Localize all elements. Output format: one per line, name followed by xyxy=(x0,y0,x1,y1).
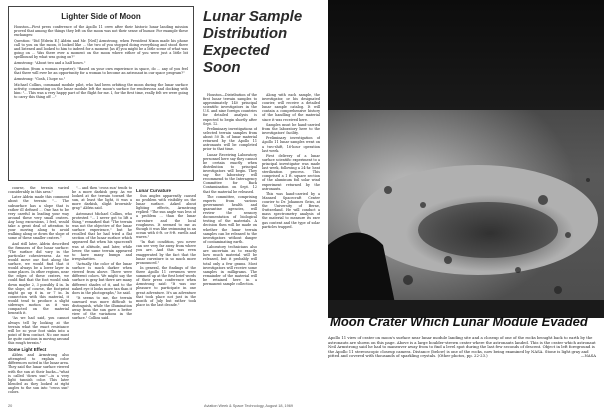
sidebar-paragraph: Michael Collins, command module pilot, who had been orbiting the moon during the lunar surface activity, commenting on the lunar module left the moon's surface for rendezvous and docking with him: "... This was a very happy part of the flight for me. I, for the first time, really felt we were going to carry this thing off ..." xyxy=(14,83,188,100)
sidebar-box xyxy=(8,6,194,181)
sidebar-paragraph: Question: "Did [Edwin E.] Aldrin and Mr. [Neil] Armstrong, when President Nixon made his phone call to you on the moon, it looked like ... the two of you stopped doing everything and stood there and listened and looked to him to indeed for a moment [as if] you might be a little scene of what was going on ... Was there ever a moment on the moon where either of you were just a little bit spellbound by what was going on?" xyxy=(14,39,188,60)
body-paragraph: Laboratory technicians also are uncertain as to exactly how much material will be released, but it probably will total only a few grams. Most investigators will receive some samples in milligrams. The remainder of the material will be retained here in a permanent sample collection. xyxy=(203,245,257,286)
article-column-3 xyxy=(136,186,196,398)
body-paragraph: "In that condition, you never can see very far away from where you are. And this was even exaggerated by the fact that the lunar curvature is so much more pronounced." xyxy=(136,240,196,265)
body-paragraph: And still later, Aldrin described the firmness of the lunar surface: "The surface did vary in the particular cohesiveness. As we would move our foot along the surface, we would find that it would always be a lower layer in some places. In other regions, near the edges of these craters, we could find that the foot would sink down maybe 2, 3 possibly 4 in. In the slope, of course, the footprint might go up 6 in. or 7 in. In connection with this material, it would tend to produce a slight sideways motion as it was compacted on the material beneath it. xyxy=(8,241,69,316)
lead-paragraph: Houston—Distribution of the first lunar terrain samples to approximately 140 principal scientific investigators in the U.S. and nine foreign countries for detailed analysis is expected to begin shortly after Sept. 12. xyxy=(203,93,257,126)
moon-crater-photo xyxy=(328,0,604,318)
body-paragraph: "As we had said, you cannot always tell by looking at the terrain what the exact resistance will be so your foot sinks into a point of firm contact. No one must be quite cautious in moving around this rough terrain." xyxy=(8,316,69,346)
center-column-2 xyxy=(262,8,320,396)
body-paragraph: Samples must be hand-carried from the laboratory here to the investigators' facility. xyxy=(262,122,320,136)
body-paragraph: Sun angles apparently caused no problem with visibility on the lunar surface. Asked about lighting effects, Armstrong replied: "The sun angle was less of a problem ... than the lunar curvature and the local roughness. It seemed to me as though it was like swimming in an ocean with 6-ft. or 8-ft. swells and waves." xyxy=(136,194,196,239)
page-number: 20 xyxy=(8,404,13,408)
body-paragraph: "It seems to me, the terrain sunward was more difficult to distinguish, while the illumination away from the sun gave a better view of the variations in the surface." Collins said. xyxy=(72,296,132,321)
body-paragraph: Later Aldrin made this comment about the terrain: "... The subsurface has a slope that is rather ill defined ... One has to be very careful in leading your way around these very small craters. Any long excursions, I feel, would take a great deal of attention to your moving along to avoid walking along or down the slope of some of these smaller craters." xyxy=(8,195,69,241)
body-paragraph: In general, the findings of the three Apollo 11 crewmen were summed up at the first brief words of their press conference when Armstrong said: "It was our pleasure to participate in one great adventure. It's an adventure that took place not just in the month of July but rather took place in the last decade." xyxy=(136,265,196,307)
article-headline: Lunar Sample Distribution Expected Soon xyxy=(203,8,303,76)
article-column-2 xyxy=(72,186,132,398)
caption-text: Apollo 11 view of crater on moon's surface near lunar module landing site and a closeup of one of the rocks brought back to earth by the astronauts are shown on this page. Above is a large boulder-strewn crater where the astronauts landed. This is the crater which astronaut Neil Armstrong said he had to maneuver away from to find a level spot during the last few seconds of descent. Object in left foreground is the Apollo 11 stereoscopic closeup camera. Distance (below) is one of the rocks, now being examined by NASA. Stone is light gray and pitted and covered with thousands of sparkling crystals. (Other photos, pp. 22-23.) xyxy=(328,335,596,359)
sidebar-paragraph: Armstrong: "Gosh, I hope so." xyxy=(14,77,66,82)
photo-credit: —NASA xyxy=(580,353,596,359)
headline-spacer xyxy=(262,8,320,93)
sidebar-paragraph: Houston—First press conference of the Apollo 11 crew after their historic lunar landing mission proved that among the things they left on the moon was not their sense of humor. For example these exchanges: xyxy=(14,25,188,38)
body-paragraph: First delivery of a lunar surface scientific experiment to a principal investigator was made last week, following a 24-hr. heat sterilization process. This comprised a 1 ft. square section of the aluminum foil solar wind experiment returned by the astronauts. xyxy=(262,153,320,191)
body-paragraph: course, the terrain varied considerably in this area." xyxy=(8,186,69,195)
section-heading: Some Light Effect xyxy=(8,347,47,353)
center-column-1 xyxy=(203,93,257,396)
section-heading: Lunar Curvature xyxy=(136,188,172,193)
sidebar-paragraph: Question (from a woman reporter): "Based on your own experience in space, do ... any of you feel that there will ever be an opportunity for a woman to become an astronaut in our space program?" xyxy=(14,67,188,76)
body-paragraph: "Actually the color of the lunar surface is much darker when viewed from above. There were different colors. We might say the surface is gray but there are many different shades of it, and to the naked eye it looks more tan than it does in the photographs," he said. xyxy=(72,262,132,295)
sidebar-paragraph: Armstrong: "About two and a half hours." xyxy=(14,61,86,66)
photo-caption xyxy=(328,336,596,359)
body-paragraph: Astronaut Michael Collins, who protested "... I never got to lift a thing," remarked that "The terrain was not the objective of the lunar surface experience," but he recalled that he had tried a flat section of the lunar surface which appeared flat when his spacecraft was at altitude, and later, while lower, the same terrain appeared to have many bumps and irregularities. xyxy=(72,211,132,261)
crater-image xyxy=(328,0,604,318)
body-paragraph: Preliminary investigations of selected terrain samples from about 50 lb. of lunar material returned by the Apollo 11 astronauts will be completed prior to that time. xyxy=(203,126,257,152)
body-paragraph: Aldrin and Armstrong also attempted to explain color differences noted in the lunar area. They said the lunar surface viewed with the sun at their backs—"what is called 'down sun'"—is a very light tannish color. This later blended as they looked at right angles to the sun into "cross sun" colors. xyxy=(8,353,69,394)
sidebar-body xyxy=(14,25,188,99)
body-paragraph: "... and then 'cross sun' tends to be a more darkish gray. As we looked at the terrain toward the sun, at least the light, it was a more darkish, slight brownish-gray," Aldrin said. xyxy=(72,186,132,211)
body-paragraph: Lunar Receiving Laboratory personnel here say they cannot be certain exactly when distribution to principal investigators will begin. They say the laboratory will recommend to the Interagency Committee for Back Contamination on Sept. 12 that the material be released. xyxy=(203,152,257,194)
body-paragraph: The committee, comprising experts from various government health and quarantine agencies, will review the sensory documentation of biological testing of the materials. A decision then will be made on whether the lunar terrain samples can be released to the investigators without danger of contaminating earth. xyxy=(203,194,257,244)
article-column-1 xyxy=(8,186,69,398)
body-paragraph: Along with each sample, the investigator, or his designated courier, will receive a detailed lunar sample catalog. It will contain a comprehensive history of the handling of the material since it was received here. xyxy=(262,93,320,122)
photo-caption-title: Moon Crater Which Lunar Module Evaded xyxy=(330,314,588,329)
sidebar-title: Lighter Side of Moon xyxy=(61,12,141,21)
body-paragraph: This was hand-carried by a Manned Spacecraft Center courier to Dr. Johannes Geiss, at the University of Berne, Switzerland. He will conduct a mass spectrometry analysis of the material to measure its rare gas content and the type of solar particles trapped. xyxy=(262,191,320,229)
body-paragraph: Preliminary investigation of Apollo 11 lunar samples went on a two-shift, 16-hour operation last week. xyxy=(262,136,320,153)
publication-line: Aviation Week & Space Technology, August 18, 1969 xyxy=(204,404,294,408)
